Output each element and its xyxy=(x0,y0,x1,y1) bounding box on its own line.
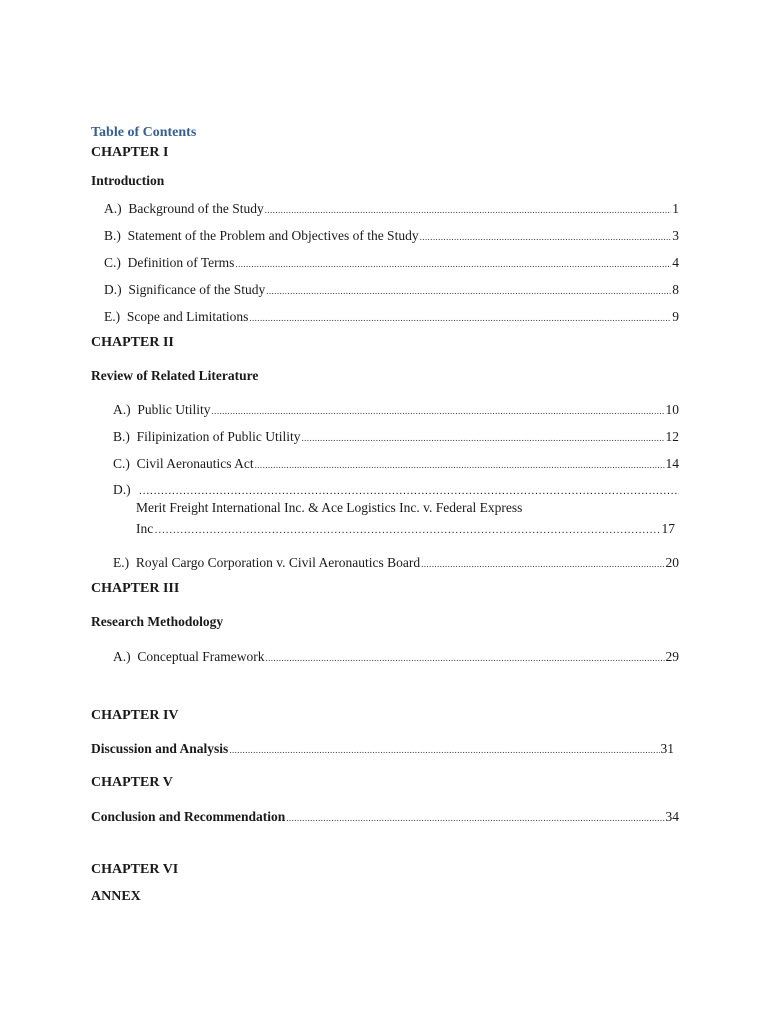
entry-text-line1: Merit Freight International Inc. & Ace Logistics Inc. v. Federal Express xyxy=(136,500,523,515)
toc-entry[interactable] xyxy=(104,255,679,271)
dot-leader xyxy=(229,741,659,758)
dot-leader xyxy=(212,402,665,419)
dot-leader xyxy=(265,649,664,666)
dot-leader xyxy=(266,282,671,299)
entry-letter: A.) xyxy=(104,201,122,216)
entry-text: Public Utility xyxy=(137,402,211,417)
chapter-1-heading: CHAPTER I xyxy=(91,145,169,160)
dot-leader xyxy=(420,228,672,245)
toc-entry[interactable] xyxy=(113,456,679,472)
chapter-2-heading: CHAPTER II xyxy=(91,335,174,350)
entry-page: 8 xyxy=(672,282,679,297)
entry-text: Background of the Study xyxy=(128,201,264,216)
dot-leader xyxy=(235,255,671,272)
chapter-4-heading: CHAPTER IV xyxy=(91,708,179,723)
entry-text: Royal Cargo Corporation v. Civil Aeronautics Board xyxy=(135,555,421,570)
dot-leader xyxy=(249,309,671,326)
entry-letter: E.) xyxy=(113,555,130,570)
dot-leader xyxy=(421,555,664,572)
toc-entry-d-line1[interactable] xyxy=(113,482,679,499)
entry-letter: D.) xyxy=(104,282,122,297)
entry-text: Filipinization of Public Utility xyxy=(136,429,301,444)
entry-letter: D.) xyxy=(113,482,131,497)
entry-page: 4 xyxy=(672,255,679,270)
entry-page: 31 xyxy=(660,741,674,756)
chapter-3-heading: CHAPTER III xyxy=(91,581,180,596)
entry-page: 14 xyxy=(665,456,679,471)
dot-leader xyxy=(265,201,672,218)
toc-entry[interactable] xyxy=(91,809,679,825)
toc-entry[interactable] xyxy=(104,228,679,244)
chapter-3-section: Research Methodology xyxy=(91,614,224,629)
entry-page: 20 xyxy=(665,555,679,570)
entry-text-line2: Inc xyxy=(136,521,154,536)
entry-letter: C.) xyxy=(104,255,121,270)
entry-letter: B.) xyxy=(104,228,121,243)
chapter-2-section: Review of Related Literature xyxy=(91,368,259,383)
entry-text: Scope and Limitations xyxy=(126,309,249,324)
dot-leader xyxy=(286,809,664,826)
dot-leader xyxy=(255,456,665,473)
toc-entry[interactable] xyxy=(113,649,679,665)
entry-page: 29 xyxy=(665,649,679,664)
toc-entry[interactable] xyxy=(113,402,679,418)
toc-entry[interactable] xyxy=(113,429,679,445)
entry-page: 12 xyxy=(665,429,679,444)
entry-letter: C.) xyxy=(113,456,130,471)
chapter-6-section: ANNEX xyxy=(91,889,141,904)
entry-page: 3 xyxy=(672,228,679,243)
dot-leader xyxy=(154,521,660,538)
entry-page: 1 xyxy=(672,201,679,216)
entry-letter: E.) xyxy=(104,309,121,324)
entry-page: 9 xyxy=(672,309,679,324)
entry-letter: B.) xyxy=(113,429,130,444)
toc-entry[interactable] xyxy=(113,555,679,571)
entry-page: 17 xyxy=(661,521,675,536)
entry-text: Definition of Terms xyxy=(127,255,235,270)
entry-page: 34 xyxy=(665,809,679,824)
entry-letter: A.) xyxy=(113,649,131,664)
entry-text: Civil Aeronautics Act xyxy=(136,456,254,471)
toc-entry[interactable] xyxy=(104,309,679,325)
toc-title: Table of Contents xyxy=(91,125,197,140)
entry-text: Significance of the Study xyxy=(128,282,266,297)
entry-letter: A.) xyxy=(113,402,131,417)
chapter-5-heading: CHAPTER V xyxy=(91,775,173,790)
entry-page: 10 xyxy=(665,402,679,417)
entry-text: Discussion and Analysis xyxy=(91,741,229,756)
entry-text: Statement of the Problem and Objectives of the Study xyxy=(127,228,419,243)
entry-text: Conceptual Framework xyxy=(137,649,265,664)
chapter-6-heading: CHAPTER VI xyxy=(91,862,179,877)
dot-leader xyxy=(302,429,665,446)
dot-leader xyxy=(139,482,679,499)
toc-entry[interactable] xyxy=(104,282,679,298)
toc-entry[interactable] xyxy=(104,201,679,217)
entry-text: Conclusion and Recommendation xyxy=(91,809,286,824)
toc-entry-d-line2[interactable] xyxy=(136,521,675,537)
chapter-1-section: Introduction xyxy=(91,173,165,188)
toc-entry[interactable] xyxy=(91,741,674,757)
